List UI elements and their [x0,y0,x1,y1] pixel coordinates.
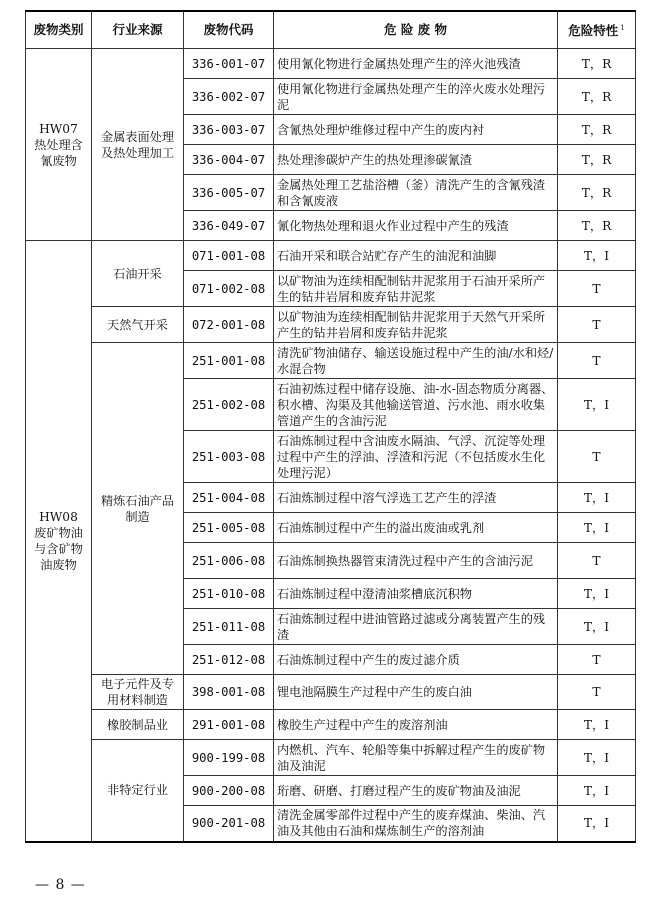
industry-cell: 金属表面处理 及热处理加工 [92,49,184,241]
page-number: — 8 — [35,877,86,893]
waste-code-cell: 336-004-07 [184,145,274,175]
waste-description-cell: 石油开采和联合站贮存产生的油泥和油脚 [274,241,558,271]
waste-code-cell: 336-001-07 [184,49,274,79]
hazard-cell: T，I [558,776,636,806]
hazard-cell: T，I [558,740,636,776]
hazard-cell: T [558,431,636,483]
header-row [26,11,636,49]
table-row [26,241,636,271]
waste-description-cell: 使用氰化物进行金属热处理产生的淬火池残渣 [274,49,558,79]
table-row [26,49,636,79]
waste-description-cell: 热处理渗碳炉产生的热处理渗碳氰渣 [274,145,558,175]
industry-cell: 电子元件及专 用材料制造 [92,675,184,710]
waste-code-cell: 251-006-08 [184,543,274,579]
table-row [26,675,636,710]
waste-description-cell: 石油初炼过程中储存设施、油-水-固态物质分离器、积水槽、沟渠及其他输送管道、污水池、雨水收集管道产生的含油污泥 [274,379,558,431]
header-industry: 行业来源 [92,11,184,49]
waste-description-cell: 石油炼制换热器管束清洗过程中产生的含油污泥 [274,543,558,579]
waste-code-cell: 900-201-08 [184,806,274,842]
waste-description-cell: 橡胶生产过程中产生的废溶剂油 [274,710,558,740]
header-waste: 危 险 废 物 [274,11,558,49]
waste-description-cell: 石油炼制过程中含油废水隔油、气浮、沉淀等处理过程中产生的浮油、浮渣和污泥（不包括废水生化处理污泥） [274,431,558,483]
table-row [26,307,636,343]
hazard-cell: T，R [558,79,636,115]
waste-description-cell: 以矿物油为连续相配制钻井泥浆用于天然气开采所产生的钻井岩屑和废弃钻井泥浆 [274,307,558,343]
industry-cell: 橡胶制品业 [92,710,184,740]
header-hazard-label: 危险特性 [568,23,619,39]
waste-description-cell: 以矿物油为连续相配制钻井泥浆用于石油开采所产生的钻井岩屑和废弃钻井泥浆 [274,271,558,307]
waste-code-cell: 398-001-08 [184,675,274,710]
waste-code-cell: 336-003-07 [184,115,274,145]
header-category: 废物类别 [26,11,92,49]
hazard-cell: T [558,675,636,710]
hazard-cell: T [558,645,636,675]
document-page [25,10,635,843]
waste-description-cell: 石油炼制过程中产生的溢出废油或乳剂 [274,513,558,543]
waste-code-cell: 336-002-07 [184,79,274,115]
waste-description-cell: 内燃机、汽车、轮船等集中拆解过程产生的废矿物油及油泥 [274,740,558,776]
hazard-cell: T，I [558,579,636,609]
waste-description-cell: 石油炼制过程中进油管路过滤或分离装置产生的残渣 [274,609,558,645]
waste-description-cell: 清洗矿物油储存、输送设施过程中产生的油/水和烃/水混合物 [274,343,558,379]
waste-description-cell: 石油炼制过程中溶气浮选工艺产生的浮渣 [274,483,558,513]
hazard-cell: T，I [558,806,636,842]
waste-code-cell: 251-012-08 [184,645,274,675]
waste-description-cell: 金属热处理工艺盐浴槽（釜）清洗产生的含氰残渣和含氰废液 [274,175,558,211]
category-cell: HW08 废矿物油 与含矿物 油废物 [26,241,92,842]
hazard-cell: T [558,307,636,343]
waste-code-cell: 251-010-08 [184,579,274,609]
industry-cell: 精炼石油产品 制造 [92,343,184,675]
waste-code-cell: 071-001-08 [184,241,274,271]
hazard-cell: T，I [558,379,636,431]
header-hazard [558,11,636,49]
waste-code-cell: 251-002-08 [184,379,274,431]
waste-description-cell: 氰化物热处理和退火作业过程中产生的残渣 [274,211,558,241]
waste-code-cell: 336-049-07 [184,211,274,241]
header-code: 废物代码 [184,11,274,49]
waste-code-cell: 291-001-08 [184,710,274,740]
table-body [26,49,636,842]
waste-code-cell: 251-011-08 [184,609,274,645]
industry-cell: 非特定行业 [92,740,184,842]
table-row [26,740,636,776]
waste-code-cell: 900-199-08 [184,740,274,776]
waste-description-cell: 清洗金属零部件过程中产生的废弃煤油、柴油、汽油及其他由石油和煤炼制生产的溶剂油 [274,806,558,842]
hazard-cell: T，I [558,513,636,543]
table-row [26,343,636,379]
industry-cell: 石油开采 [92,241,184,307]
hazard-cell: T，R [558,115,636,145]
hazard-cell: T，I [558,609,636,645]
waste-description-cell: 石油炼制过程中产生的废过滤介质 [274,645,558,675]
waste-description-cell: 含氰热处理炉维修过程中产生的废内衬 [274,115,558,145]
waste-code-cell: 900-200-08 [184,776,274,806]
hazard-cell: T，R [558,145,636,175]
hazardous-waste-table [25,10,636,843]
waste-code-cell: 071-002-08 [184,271,274,307]
waste-description-cell: 珩磨、研磨、打磨过程产生的废矿物油及油泥 [274,776,558,806]
footnote-marker: 1 [620,24,625,33]
waste-description-cell: 锂电池隔膜生产过程中产生的废白油 [274,675,558,710]
hazard-cell: T，R [558,211,636,241]
hazard-cell: T，R [558,175,636,211]
waste-code-cell: 251-004-08 [184,483,274,513]
hazard-cell: T，R [558,49,636,79]
hazard-cell: T [558,343,636,379]
category-cell: HW07 热处理含 氰废物 [26,49,92,241]
industry-cell: 天然气开采 [92,307,184,343]
waste-code-cell: 251-005-08 [184,513,274,543]
hazard-cell: T，I [558,241,636,271]
waste-description-cell: 使用氰化物进行金属热处理产生的淬火废水处理污泥 [274,79,558,115]
waste-code-cell: 251-003-08 [184,431,274,483]
waste-description-cell: 石油炼制过程中澄清油浆槽底沉积物 [274,579,558,609]
hazard-cell: T [558,543,636,579]
hazard-cell: T [558,271,636,307]
hazard-cell: T，I [558,483,636,513]
waste-code-cell: 336-005-07 [184,175,274,211]
table-row [26,710,636,740]
hazard-cell: T，I [558,710,636,740]
waste-code-cell: 072-001-08 [184,307,274,343]
waste-code-cell: 251-001-08 [184,343,274,379]
